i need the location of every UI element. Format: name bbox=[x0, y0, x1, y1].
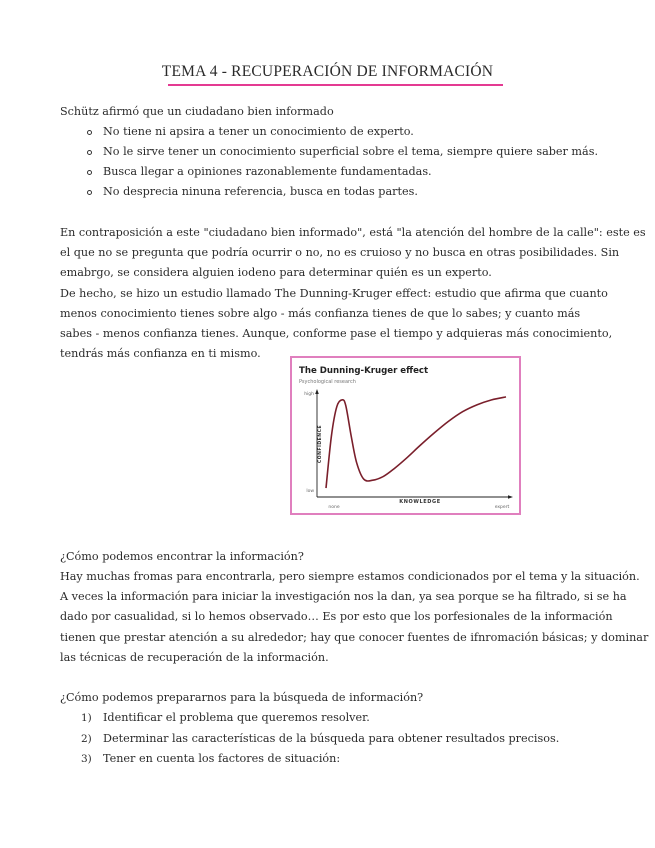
y-tick-label-high: high bbox=[304, 392, 314, 397]
paragraph-line: tendrás más confianza en ti mismo. bbox=[60, 347, 261, 360]
paragraph-line: En contraposición a este "ciudadano bien informado", está "la atención del hombre de la calle": este es bbox=[60, 226, 646, 239]
y-axis-arrow-icon bbox=[315, 389, 319, 394]
bullet-icon bbox=[87, 130, 92, 135]
x-tick-label-none: none bbox=[328, 505, 340, 510]
title-underline bbox=[168, 84, 503, 86]
chart-subtitle: Psychological research bbox=[299, 379, 356, 385]
x-axis-arrow-icon bbox=[508, 495, 513, 499]
list-number: 3) bbox=[81, 753, 92, 765]
series-line-confidence bbox=[326, 397, 506, 488]
chart-svg bbox=[292, 358, 519, 513]
bullet-icon bbox=[87, 150, 92, 155]
chart-title: The Dunning-Kruger effect bbox=[299, 366, 429, 376]
paragraph-line: tienen que prestar atención a su alrededor; hay que conocer fuentes de ifnromación básicas; y dominar bbox=[60, 631, 649, 644]
list-number: 1) bbox=[81, 712, 92, 724]
paragraph-line: el que no se pregunta que podría ocurrir o no, no es cruioso y no busca en otras posibilidades. Sin bbox=[60, 246, 620, 259]
intro-paragraph: Schütz afirmó que un ciudadano bien informado bbox=[60, 105, 334, 118]
section-question: ¿Cómo podemos encontrar la información? bbox=[60, 550, 304, 563]
x-tick-label-expert: expert bbox=[494, 505, 510, 510]
list-item: Busca llegar a opiniones razonablemente fundamentadas. bbox=[103, 165, 432, 178]
list-item: Determinar las características de la búsqueda para obtener resultados precisos. bbox=[103, 732, 560, 745]
paragraph-line: emabrgo, se considera alguien iodeno para determinar quién es un experto. bbox=[60, 266, 492, 279]
paragraph-line: Hay muchas fromas para encontrarla, pero siempre estamos condicionados por el tema y la situación. bbox=[60, 570, 640, 583]
list-item: No desprecia ninuna referencia, busca en todas partes. bbox=[103, 185, 418, 198]
page-title: TEMA 4 - RECUPERACIÓN DE INFORMACIÓN bbox=[161, 63, 494, 80]
paragraph-line: las técnicas de recuperación de la información. bbox=[60, 651, 329, 664]
y-tick-label-low: low bbox=[306, 489, 314, 494]
bullet-icon bbox=[87, 170, 92, 175]
dunning-kruger-chart bbox=[290, 356, 521, 515]
paragraph-line: dado por casualidad, si lo hemos observado… Es por esto que los porfesionales de la información bbox=[60, 610, 613, 623]
list-item: No tiene ni apsira a tener un conocimiento de experto. bbox=[103, 125, 414, 138]
paragraph-line: De hecho, se hizo un estudio llamado The Dunning-Kruger effect: estudio que afirma que cuanto bbox=[60, 287, 608, 300]
section-question: ¿Cómo podemos prepararnos para la búsqueda de información? bbox=[60, 691, 424, 704]
paragraph-line: A veces la información para iniciar la investigación nos la dan, ya sea porque se ha filtrado, si se ha bbox=[60, 590, 627, 603]
list-number: 2) bbox=[81, 733, 92, 745]
x-axis-label: KNOWLEDGE bbox=[399, 499, 441, 505]
list-item: Identificar el problema que queremos resolver. bbox=[103, 711, 370, 724]
paragraph-line: sabes - menos confianza tienes. Aunque, conforme pase el tiempo y adquieras más conocimiento, bbox=[60, 327, 613, 340]
paragraph-line: menos conocimiento tienes sobre algo - más confianza tienes de que lo sabes; y cuanto más bbox=[60, 307, 581, 320]
series-layer bbox=[326, 397, 506, 488]
bullet-icon bbox=[87, 190, 92, 195]
list-item: Tener en cuenta los factores de situación: bbox=[103, 752, 341, 765]
list-item: No le sirve tener un conocimiento superficial sobre el tema, siempre quiere saber más. bbox=[103, 145, 599, 158]
y-axis-label: CONFIDENCE bbox=[318, 424, 323, 464]
